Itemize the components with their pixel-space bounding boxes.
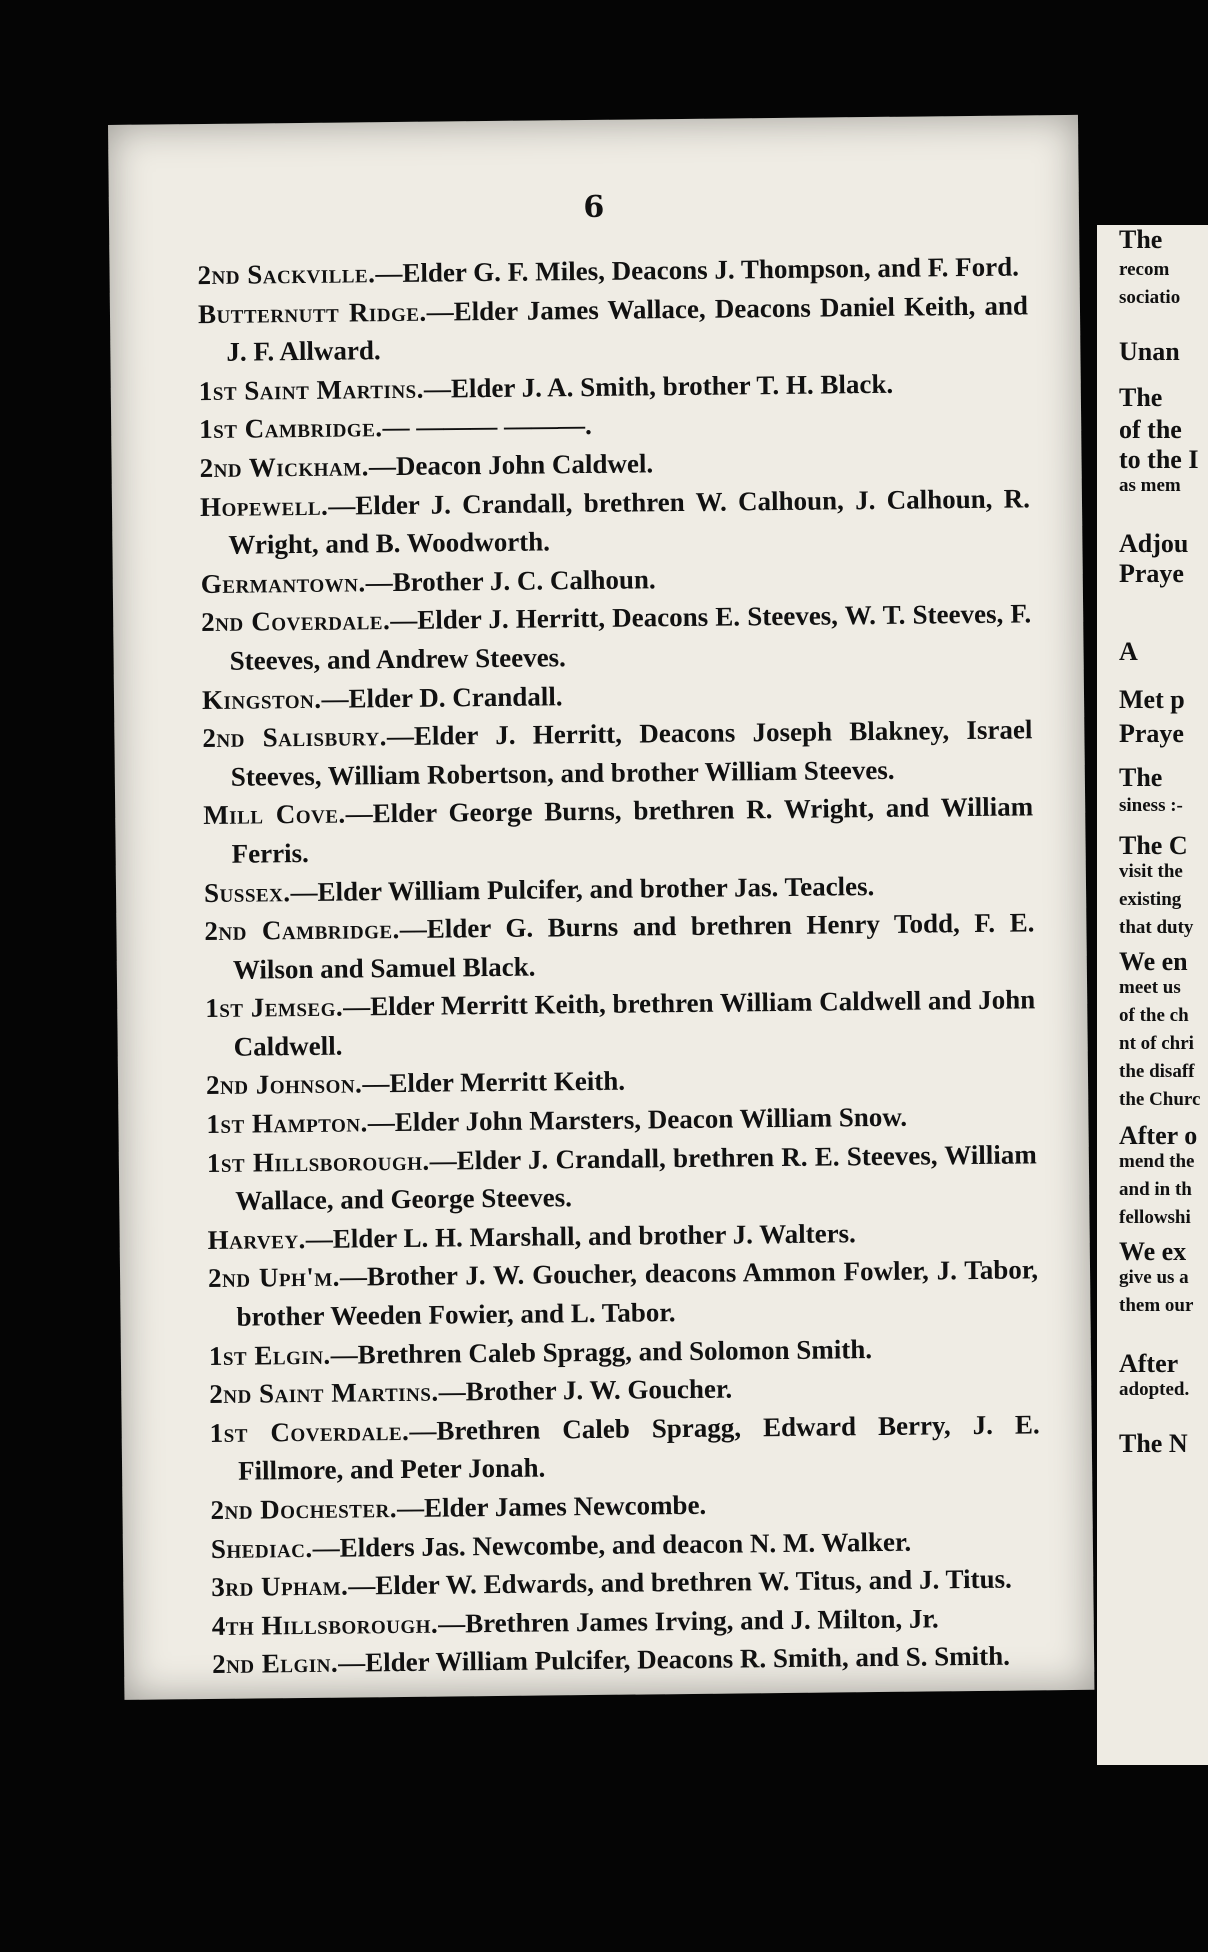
church-name: 2nd Elgin. <box>211 1648 339 1680</box>
delegates: —Elder L. H. Marshall, and brother J. Walters. <box>305 1218 857 1254</box>
fragment-line: The <box>1119 763 1163 792</box>
church-name: 4th Hillsborough. <box>211 1608 439 1641</box>
delegates: —Elder William Pulcifer, Deacons R. Smith, and S. Smith. <box>337 1641 1011 1679</box>
church-name: 2nd Wickham. <box>199 451 370 484</box>
fragment-line: fellowshi <box>1119 1207 1191 1228</box>
fragment-line: A <box>1119 637 1138 666</box>
delegates: —Elder G. Burns and brethren Henry Todd, F. E. Wilson and Samuel Black. <box>232 907 1035 985</box>
church-name: Germantown. <box>200 567 366 599</box>
delegate-entry <box>207 1135 1038 1221</box>
church-delegate-list <box>197 247 1042 1684</box>
fragment-line: nt of chri <box>1119 1033 1194 1054</box>
church-name: 3rd Upham. <box>211 1570 349 1603</box>
church-name: Hopewell. <box>199 490 329 522</box>
delegates: —Elder Merritt Keith. <box>362 1066 626 1099</box>
delegates: —Elder John Marsters, Deacon William Snow. <box>367 1101 908 1138</box>
delegate-entry <box>204 903 1035 989</box>
church-name: Kingston. <box>201 683 322 715</box>
church-name: 1st Coverdale. <box>209 1415 410 1448</box>
delegates: —Elder J. Herritt, Deacons Joseph Blakney, Israel Steeves, William Robertson, and brother William Steeves. <box>230 714 1033 792</box>
fragment-line: give us a <box>1119 1267 1189 1288</box>
book-page <box>108 115 1094 1700</box>
fragment-line: visit the <box>1119 861 1183 882</box>
fragment-line: Praye <box>1119 559 1184 588</box>
church-name: 1st Hillsborough. <box>206 1145 430 1178</box>
fragment-line: The <box>1119 383 1163 412</box>
delegates: —Elder J. Crandall, brethren R. E. Steeves, William Wallace, and George Steeves. <box>235 1138 1037 1216</box>
delegates: —Elder G. F. Miles, Deacons J. Thompson, and F. Ford. <box>375 251 1020 289</box>
delegates: —Elder James Newcombe. <box>396 1489 707 1524</box>
fragment-line: mend the <box>1119 1151 1195 1172</box>
delegates: —Elder D. Crandall. <box>321 680 563 714</box>
church-name: 2nd Sackville. <box>197 258 376 291</box>
fragment-line: The N <box>1119 1429 1188 1458</box>
fragment-line: Praye <box>1119 719 1184 748</box>
fragment-line: and in th <box>1119 1179 1192 1200</box>
fragment-line: of the <box>1119 415 1182 444</box>
delegates: —Deacon John Caldwel. <box>368 448 654 482</box>
delegates: —Elder James Wallace, Deacons Daniel Keith, and J. F. Allward. <box>226 289 1029 367</box>
fragment-line: After o <box>1119 1121 1198 1150</box>
delegates: —Elder J. Herritt, Deacons E. Steeves, W. T. Steeves, F. Steeves, and Andrew Steeves. <box>229 598 1032 676</box>
fragment-line: the Churc <box>1119 1089 1201 1110</box>
delegates: —Elder Merritt Keith, brethren William Caldwell and John Caldwell. <box>233 984 1036 1062</box>
church-name: 1st Cambridge. <box>199 412 383 445</box>
fragment-line: The <box>1119 225 1163 254</box>
fragment-line: The C <box>1119 831 1188 860</box>
delegates: —Elder William Pulcifer, and brother Jas. Teacles. <box>290 870 875 907</box>
fragment-line: Adjou <box>1119 529 1189 558</box>
fragment-line: meet us <box>1119 977 1181 998</box>
delegates: —Elder W. Edwards, and brethren W. Titus, and J. Titus. <box>348 1563 1012 1601</box>
fragment-line: existing <box>1119 889 1182 910</box>
delegates: —Brother J. C. Calhoun. <box>365 564 656 598</box>
fragment-line: to the I <box>1119 445 1199 474</box>
delegate-entry <box>205 981 1036 1067</box>
church-name: Sussex. <box>203 876 291 908</box>
church-name: 1st Jemseg. <box>205 991 344 1024</box>
delegates: —Elders Jas. Newcombe, and deacon N. M. Walker. <box>312 1526 912 1563</box>
church-name: 2nd Johnson. <box>205 1068 363 1101</box>
delegates: —Brethren James Irving, and J. Milton, Jr. <box>438 1603 939 1639</box>
fragment-line: recom <box>1119 259 1170 280</box>
fragment-line: them our <box>1119 1295 1194 1316</box>
church-name: 1st Hampton. <box>206 1107 368 1140</box>
delegates: — ——— ———. <box>382 410 592 443</box>
page-number: 6 <box>583 189 605 226</box>
church-name: Shediac. <box>210 1532 313 1564</box>
church-name: Butternutt Ridge. <box>197 296 427 329</box>
delegate-entry <box>200 479 1031 565</box>
church-name: Mill Cove. <box>203 798 346 831</box>
adjacent-page-fragment <box>1097 225 1208 1765</box>
fragment-line: We en <box>1119 947 1188 976</box>
fragment-line: that duty <box>1119 917 1194 938</box>
church-name: 2nd Dochester. <box>210 1493 398 1526</box>
church-name: 2nd Cambridge. <box>204 914 400 947</box>
fragment-line: sociatio <box>1119 287 1181 308</box>
delegate-entry <box>202 710 1033 796</box>
delegate-entry <box>198 286 1029 372</box>
delegates: —Elder George Burns, brethren R. Wright, and William Ferris. <box>231 791 1034 869</box>
fragment-line: of the ch <box>1119 1005 1189 1026</box>
fragment-line: We ex <box>1119 1237 1187 1266</box>
church-name: 1st Saint Martins. <box>198 373 425 406</box>
delegates: —Elder J. A. Smith, brother T. H. Black. <box>423 368 894 404</box>
fragment-line: Met p <box>1119 685 1185 714</box>
fragment-line: siness :- <box>1119 795 1183 816</box>
church-name: 1st Elgin. <box>208 1339 331 1371</box>
delegate-entry <box>208 1251 1039 1337</box>
delegates: —Brother J. W. Goucher, deacons Ammon Fowler, J. Tabor, brother Weeden Fowier, and L. Tabor. <box>236 1254 1039 1332</box>
church-name: 2nd Uph'm. <box>207 1262 341 1294</box>
church-name: Harvey. <box>207 1223 306 1255</box>
delegate-entry <box>203 788 1034 874</box>
church-name: 2nd Saint Martins. <box>209 1376 439 1410</box>
fragment-line: as mem <box>1119 475 1181 496</box>
delegates: —Elder J. Crandall, brethren W. Calhoun, J. Calhoun, R. Wright, and B. Woodworth. <box>228 482 1031 560</box>
delegates: —Brother J. W. Goucher. <box>438 1373 733 1407</box>
fragment-line: After <box>1119 1349 1179 1378</box>
fragment-line: the disaff <box>1119 1061 1195 1082</box>
delegate-entry <box>210 1405 1041 1491</box>
delegates: —Brethren Caleb Spragg, Edward Berry, J. E. Fillmore, and Peter Jonah. <box>237 1409 1040 1487</box>
delegate-entry <box>201 595 1032 681</box>
delegates: —Brethren Caleb Spragg, and Solomon Smith. <box>330 1333 873 1370</box>
fragment-line: adopted. <box>1119 1379 1190 1400</box>
fragment-line: Unan <box>1119 337 1180 366</box>
delegate-entry <box>212 1637 1042 1684</box>
church-name: 2nd Salisbury. <box>202 721 388 754</box>
church-name: 2nd Coverdale. <box>201 605 391 638</box>
